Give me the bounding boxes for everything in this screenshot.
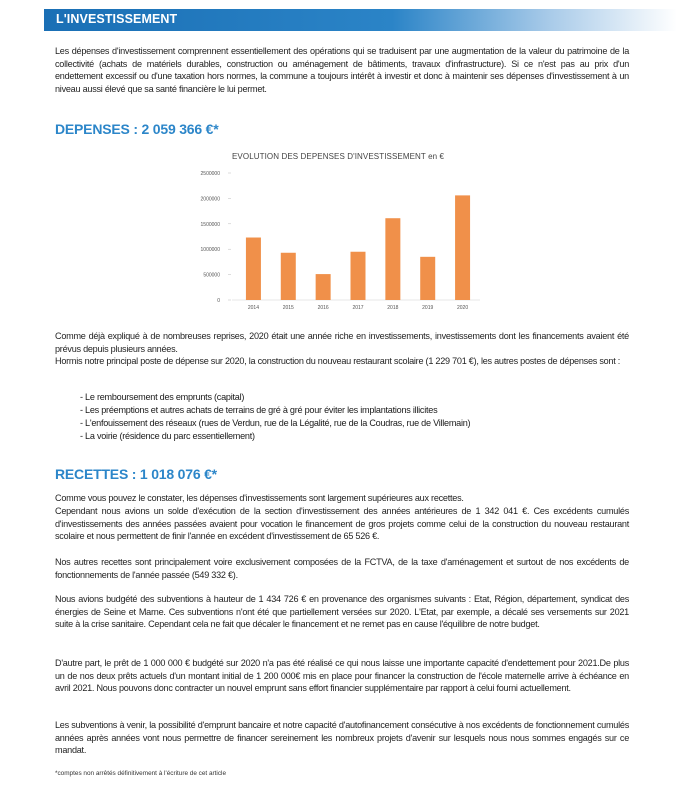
depenses-list [80,391,470,443]
bar-2019 [420,257,435,300]
list-item: - Le remboursement des emprunts (capital) [80,392,245,402]
x-tick-label: 2018 [387,305,399,311]
depenses-paragraph-1: Comme déjà expliqué à de nombreuses reprises, 2020 était une année riche en investissements, investissements dont les financements avaient été prévus depuis plusieurs années. [55,331,629,354]
recettes-title: RECETTES : 1 018 076 €* [55,466,217,482]
y-tick-label: 0 [217,298,220,304]
y-tick-label: 2000000 [200,196,220,203]
recettes-paragraph-1: Comme vous pouvez le constater, les dépenses d'investissements sont largement supérieures aux recettes. [55,493,464,503]
y-tick-label: 1500000 [200,221,220,228]
list-item: - La voirie (résidence du parc essentiellement) [80,431,255,441]
bar-2017 [351,252,366,300]
x-tick-label: 2020 [457,305,469,311]
bar-2015 [281,253,296,300]
x-tick-label: 2017 [352,305,364,311]
depenses-title: DEPENSES : 2 059 366 €* [55,121,219,137]
bar-2020 [455,195,470,300]
x-tick-label: 2019 [422,305,434,311]
footnote: *comptes non arrêtés définitivement à l'écriture de cet article [55,770,227,777]
recettes-paragraph-5: D'autre part, le prêt de 1 000 000 € budgété sur 2020 n'a pas été réalisé ce qui nous laisse une importante capacité d'endettement pour 2021.De plus un de nos deux prêts actuels d'un montant initial de 1 200 000€ mis en place pour financer la construction de l'école maternelle arrive à échéance en avril 2021. Nous pouvons donc contracter un nouvel emprunt sans effort financier supplémentaire par rapport à celui fourni actuellement. [55,658,629,694]
x-tick-label: 2015 [282,305,294,311]
y-tick-label: 500000 [203,272,220,279]
list-item: - L'enfouissement des réseaux (rues de Verdun, rue de la Légalité, rue de la Coudras, rue de Villemain) [80,418,471,428]
y-tick-label: 1000000 [200,247,220,254]
investment-bar-chart [180,165,500,315]
bar-2016 [316,274,331,300]
chart-title: EVOLUTION DES DEPENSES D'INVESTISSEMENT en € [232,152,445,161]
recettes-paragraph-4: Nous avions budgété des subventions à hauteur de 1 434 726 € en provenance des organismes suivants : Etat, Région, département, syndicat des énergies de Seine et Marne. Ces subventions n'ont été que partiellement versées sur 2020. L'Etat, par exemple, a décalé ses versements sur 2021 suite à la crise sanitaire. Cependant cela ne fait que décaler le financement et ne remet pas en cause l'équilibre de notre budget. [55,594,629,630]
bar-2018 [385,218,400,300]
section-header-title: L'INVESTISSEMENT [56,12,178,26]
x-tick-label: 2016 [317,305,329,311]
recettes-paragraph-3: Nos autres recettes sont principalement voire exclusivement composées de la FCTVA, de la taxe d'aménagement et surtout de nos excédents de fonctionnements de l'année passée (549 332 €). [55,557,629,580]
bar-2014 [246,238,261,300]
list-item: - Les préemptions et autres achats de terrains de gré à gré pour éviter les implantations illicites [80,405,438,415]
intro-paragraph: Les dépenses d'investissement comprennent essentiellement des opérations qui se traduisent par une augmentation de la valeur du patrimoine de la collectivité (achats de matériels durables, construction ou aménagement de bâtiments, travaux d'infrastructure). Si ce n'est pas au prix d'un endettement excessif ou d'une taxation hors normes, la commune a toujours intérêt à investir et donc à maintenir ses dépenses d'investissement à un niveau aussi élevé que sa santé financière le lui permet. [55,46,629,94]
recettes-paragraph-6: Les subventions à venir, la possibilité d'emprunt bancaire et notre capacité d'autofinancement consécutive à nos excédents de fonctionnement cumulés années après années vont nous permettre de financer sereinement les nombreux projets d'avenir sur lesquels nous nous sommes engagés sur ce mandat. [55,720,629,756]
x-tick-label: 2014 [247,305,259,311]
y-tick-label: 2500000 [200,171,220,177]
recettes-paragraph-2: Cependant nous avions un solde d'exécution de la section d'investissement des années antérieures de 1 342 041 €. Ces excédents cumulés d'investissements des années passées avaient pour vocation le financement de gros projets comme celui de la construction du nouveau restaurant scolaire et nous permettent de finir l'année en excédent d'investissement de 65 526 €. [55,506,629,542]
depenses-paragraph-2: Hormis notre principal poste de dépense sur 2020, la construction du nouveau restaurant scolaire (1 229 701 €), les autres postes de dépenses sont : [55,356,621,366]
